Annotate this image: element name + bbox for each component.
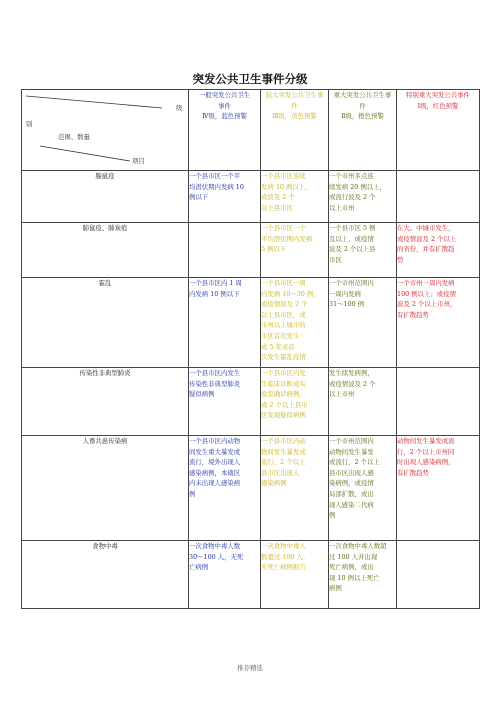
level-cell	[189, 541, 261, 609]
cell-line: 疑似病例	[189, 390, 215, 399]
level-cell	[189, 368, 261, 436]
cell-line: 一次食物中毒人	[261, 542, 306, 550]
cell-line: 验室确诊病例，	[261, 390, 306, 399]
cell-line: 过 100 人并出现	[329, 552, 378, 561]
level-cell	[189, 171, 261, 223]
cell-line: 或疫情波及 2 个	[261, 300, 308, 309]
level-cell	[329, 541, 397, 609]
level-cell	[261, 223, 329, 278]
cell-line: 以上市州	[329, 390, 355, 399]
corner-cell	[22, 90, 189, 171]
cell-line: 生临床诊断或实	[261, 379, 306, 388]
cell-line: 物间发生暴发或	[261, 447, 306, 456]
cell-line: 一个市州范围内	[329, 279, 374, 287]
category-cell: 人畜共患传染病	[22, 436, 189, 541]
cell-line: 一个县市区内 1 周	[189, 279, 242, 287]
cell-line: 一个县市区内发生	[189, 369, 241, 377]
cell-line: 无死亡病例报告	[261, 563, 306, 572]
level-cell	[261, 436, 329, 541]
cell-line: 一个县市区内发	[261, 369, 306, 377]
cell-line: 动物间发生暴发或流	[397, 437, 455, 445]
table-row	[22, 171, 480, 223]
cell-line: 及以上，或疫情	[329, 234, 374, 243]
corner-diagonal-lines	[22, 90, 189, 168]
cell-line: 县市区出现人	[261, 468, 300, 477]
cell-line: 或流行，2 个以上	[329, 458, 380, 467]
cell-line: 例	[329, 511, 336, 520]
cell-line: 感染病例	[261, 479, 287, 488]
cell-line: 一个县市区一个平	[189, 172, 241, 180]
cell-line: 在大、中城市发生，	[397, 224, 455, 232]
cell-line: 或疫情波及 2 个	[329, 379, 376, 388]
cell-line: 30～100 人，无死	[189, 552, 244, 561]
level-cell	[329, 171, 397, 223]
cell-line: 波及 2 个以上市州，	[397, 300, 457, 309]
level-cell	[189, 278, 261, 368]
cell-line: 传染性非典型肺炎	[189, 379, 241, 388]
table-row	[22, 368, 480, 436]
cell-line: 现人感染二代病	[329, 500, 374, 509]
cell-line: 31～100 例	[329, 300, 365, 309]
category-cell: 食物中毒	[22, 541, 189, 609]
cell-line: 以上县市区，或	[261, 310, 306, 319]
cell-line: 流行，境外出现人	[189, 458, 241, 467]
level-cell	[329, 436, 397, 541]
cell-line: 以上市州	[329, 203, 355, 212]
level-header-iv: 一般突发公共卫生 事件 Ⅳ级，蓝色预警	[189, 90, 261, 171]
cell-line: 一次食物中毒人数	[189, 542, 241, 550]
cell-line: 一个县市区连续	[261, 172, 306, 180]
cell-line: 市区首次发生	[261, 331, 300, 340]
cell-line: 发生续发病例，	[329, 369, 374, 377]
cell-line: 次发生霍乱疫情	[261, 353, 306, 362]
level-cell	[189, 223, 261, 278]
level-cell	[397, 223, 480, 278]
level-cell	[397, 368, 480, 436]
cell-line: 有扩散趋势	[397, 310, 429, 319]
level-cell	[397, 278, 480, 368]
cell-line: 5 例以下	[261, 245, 287, 254]
cell-line: 例	[189, 489, 196, 498]
cell-line: 现 10 例以上死亡	[329, 573, 380, 582]
level-header-i: 特别重大突发公共事件 Ⅰ级，红色预警	[397, 90, 480, 171]
cell-line: 内发病 10～30 例，	[261, 289, 320, 298]
cell-line: 死亡病例，或出	[329, 563, 374, 572]
level-cell	[329, 368, 397, 436]
cell-line: 一个市州范围内	[329, 437, 374, 445]
cell-line: 局部扩散，或出	[329, 489, 374, 498]
cell-line: 一个市州一周内发病	[397, 279, 455, 287]
cell-line: 感染病例，本辖区	[189, 468, 241, 477]
page-title: 突发公共卫生事件分级	[192, 72, 308, 86]
corner-label-bie: 别	[26, 120, 33, 128]
cell-line: 平均潜伏期内发病	[261, 234, 313, 243]
cell-line: 动物间发生暴发	[329, 447, 374, 456]
cell-line: 或 2 个以上县市	[261, 400, 308, 409]
cell-line: 数超过 100 人，	[261, 552, 310, 561]
level-cell	[329, 278, 397, 368]
cell-line: 流行，2 个以上	[261, 458, 306, 467]
cell-line: 区发现疑似病例	[261, 411, 306, 420]
category-cell: 霍乱	[22, 278, 189, 368]
category-cell: 肺鼠疫、肺炭疽	[22, 223, 189, 278]
cell-line: 市州以上城市的	[261, 321, 306, 330]
cell-line: 内未出现人感染病	[189, 479, 241, 488]
cell-line: 间发生重大暴发或	[189, 447, 241, 456]
cell-line: 或波及 2 个	[261, 193, 295, 202]
cell-line: 一个县市区内动	[261, 437, 306, 445]
table-row	[22, 278, 480, 368]
table-row	[22, 436, 480, 541]
cell-line: 或疫情波及 2 个以上	[397, 234, 457, 243]
level-cell	[397, 541, 480, 609]
cell-line: 波及 2 个以上县	[329, 245, 376, 254]
cell-line: 100 例以上；或疫情	[397, 289, 456, 298]
level-cell	[261, 541, 329, 609]
cell-line: 一个县市区内动物	[189, 437, 241, 445]
level-cell	[397, 436, 480, 541]
cell-line: 一次食物中毒人数超	[329, 542, 387, 550]
category-cell: 传染性非典型肺炎	[22, 368, 189, 436]
cell-line: 一个县市区一个	[261, 224, 306, 232]
cell-line: 的省份，并有扩散趋	[397, 245, 455, 254]
cell-line: 或流行波及 2 个	[329, 193, 376, 202]
cell-line: 县市区出现人感	[329, 468, 374, 477]
cell-line: 有扩散趋势	[397, 468, 429, 477]
cell-line: 均潜伏期内发病 10	[189, 182, 244, 191]
cell-line: 行，2 个以上市州同	[397, 447, 455, 456]
corner-label-scope: 范围、数量	[58, 133, 90, 141]
cell-line: 一个县市区一周	[261, 279, 306, 287]
level-cell	[397, 171, 480, 223]
level-cell	[261, 171, 329, 223]
level-cell	[189, 436, 261, 541]
cell-line: 亡病例	[189, 563, 209, 572]
cell-line: 例以下	[189, 193, 209, 202]
cell-line: 一个市州多点连	[329, 172, 374, 180]
cell-line: 势	[397, 255, 404, 264]
category-cell: 腺鼠疫	[22, 171, 189, 223]
table-row	[22, 223, 480, 278]
table-row	[22, 541, 480, 609]
cell-line: 染病例，或疫情	[329, 479, 374, 488]
cell-line: 市区	[329, 255, 342, 264]
level-cell	[261, 278, 329, 368]
cell-line: 以上县市区	[261, 203, 293, 212]
cell-line: 内发病 10 例以下	[189, 289, 240, 298]
cell-line: 时出现人感染病例，	[397, 458, 455, 467]
cell-line: 续发病 20 例以上，	[329, 182, 386, 191]
level-header-ii: 重大突发公共卫生事 件 Ⅱ级，橙色预警	[329, 90, 397, 171]
corner-label-level: 级	[176, 104, 183, 112]
cell-line: 发病 10 例以上，	[261, 182, 312, 191]
level-cell	[329, 223, 397, 278]
grading-table	[21, 89, 480, 609]
cell-line: 病例	[329, 584, 342, 593]
header-row	[22, 90, 480, 171]
footer-text: 推荐精选	[237, 664, 263, 672]
cell-line: 一个县市区 5 例	[329, 224, 376, 232]
corner-label-item: 项目	[132, 157, 145, 165]
level-header-iii: 较大突发公共卫生事 件 Ⅲ级，黄色预警	[261, 90, 329, 171]
level-cell	[261, 368, 329, 436]
cell-line: 或 5 年来首	[261, 342, 295, 351]
cell-line: 一周内发病	[329, 289, 361, 298]
